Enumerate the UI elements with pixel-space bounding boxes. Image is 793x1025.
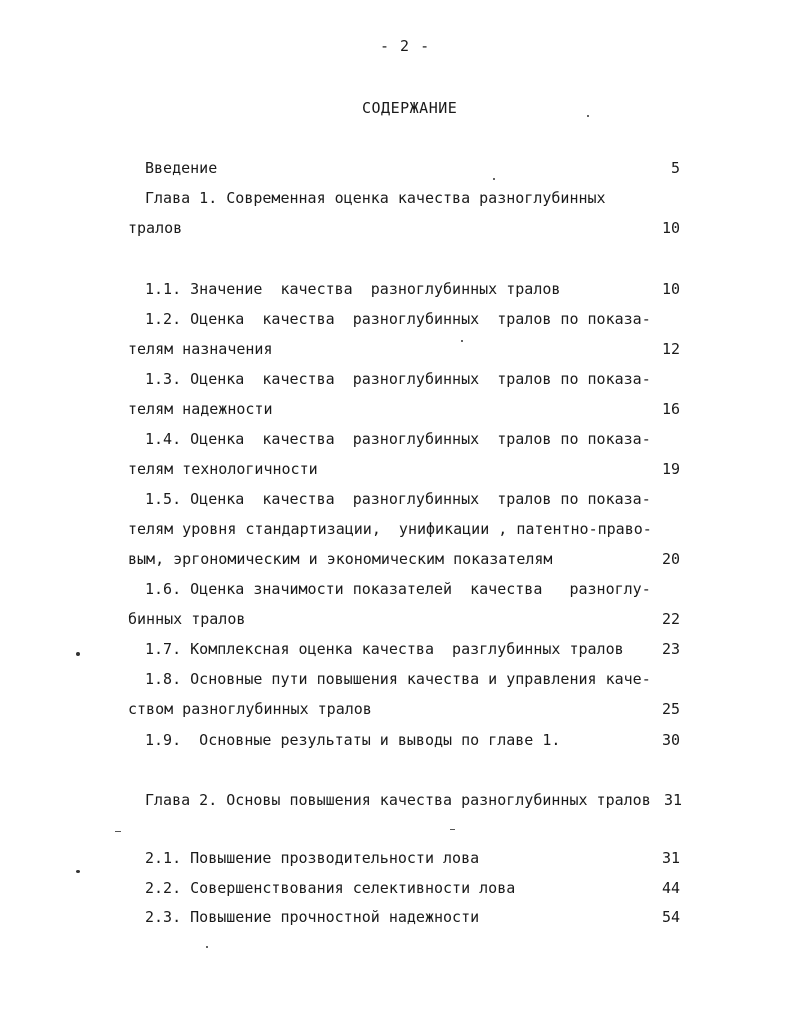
toc-entry-1-4-line-2: телям технологичности [128,460,318,478]
page-number: - 2 - [380,37,431,55]
toc-entry-1-2-line-2: телям назначения [128,340,273,358]
scan-mark [115,831,121,832]
toc-entry-1-3-page: 16 [661,400,680,418]
toc-entry-1-2-line-1: 1.2. Оценка качества разноглубинных тралов по показа- [145,310,651,328]
toc-entry-1-9-line-1: 1.9. Основные результаты и выводы по главе 1. [145,731,561,749]
scan-speck [461,340,463,342]
toc-entry-chapter-2-line-1: Глава 2. Основы повышения качества разноглубинных тралов [145,791,651,809]
toc-entry-1-7-page: 23 [661,640,680,658]
toc-entry-2-3-page: 54 [661,908,680,926]
toc-entry-chapter-1-line-2: тралов [128,219,183,237]
toc-entry-1-9-page: 30 [661,731,680,749]
toc-entry-2-2-line-1: 2.2. Совершенствования селективности лова [145,879,516,897]
toc-entry-chapter-2-page: 31 [663,791,682,809]
toc-entry-1-6-line-1: 1.6. Оценка значимости показателей качества разноглу- [145,580,651,598]
toc-entry-1-8-page: 25 [661,700,680,718]
toc-entry-1-3-line-1: 1.3. Оценка качества разноглубинных тралов по показа- [145,370,651,388]
toc-entry-1-5-line-2: телям уровня стандартизации, унификации , патентно-право- [128,520,652,538]
toc-entry-1-7-line-1: 1.7. Комплексная оценка качества разглубинных тралов [145,640,624,658]
toc-entry-1-8-line-1: 1.8. Основные пути повышения качества и управления каче- [145,670,651,688]
toc-entry-1-2-page: 12 [661,340,680,358]
toc-entry-1-6-line-2: бинных тралов [128,610,246,628]
toc-entry-2-1-page: 31 [661,849,680,867]
toc-entry-1-3-line-2: телям надежности [128,400,273,418]
toc-entry-intro-page: 5 [670,159,680,177]
toc-entry-1-5-page: 20 [661,550,680,568]
scan-speck [206,946,208,948]
toc-entry-1-6-page: 22 [661,610,680,628]
toc-entry-1-5-line-3: вым, эргономическим и экономическим показателям [128,550,553,568]
scan-speck [493,178,495,180]
toc-entry-2-3-line-1: 2.3. Повышение прочностной надежности [145,908,480,926]
toc-entry-1-1-page: 10 [661,280,680,298]
toc-entry-1-4-line-1: 1.4. Оценка качества разноглубинных тралов по показа- [145,430,651,448]
toc-entry-1-8-line-2: ством разноглубинных тралов [128,700,372,718]
scan-mark [450,829,455,830]
scan-speck [76,870,80,873]
scan-speck [76,652,80,656]
toc-entry-1-4-page: 19 [661,460,680,478]
toc-entry-1-1-line-1: 1.1. Значение качества разноглубинных тралов [145,280,561,298]
toc-entry-chapter-1-line-1: Глава 1. Современная оценка качества разноглубинных [145,189,606,207]
toc-title: СОДЕРЖАНИЕ [362,99,458,117]
toc-entry-intro-line-1: Введение [145,159,218,177]
scan-speck [587,115,589,117]
toc-entry-2-2-page: 44 [661,879,680,897]
toc-entry-1-5-line-1: 1.5. Оценка качества разноглубинных тралов по показа- [145,490,651,508]
toc-entry-2-1-line-1: 2.1. Повышение прозводительности лова [145,849,480,867]
toc-entry-chapter-1-page: 10 [661,219,680,237]
